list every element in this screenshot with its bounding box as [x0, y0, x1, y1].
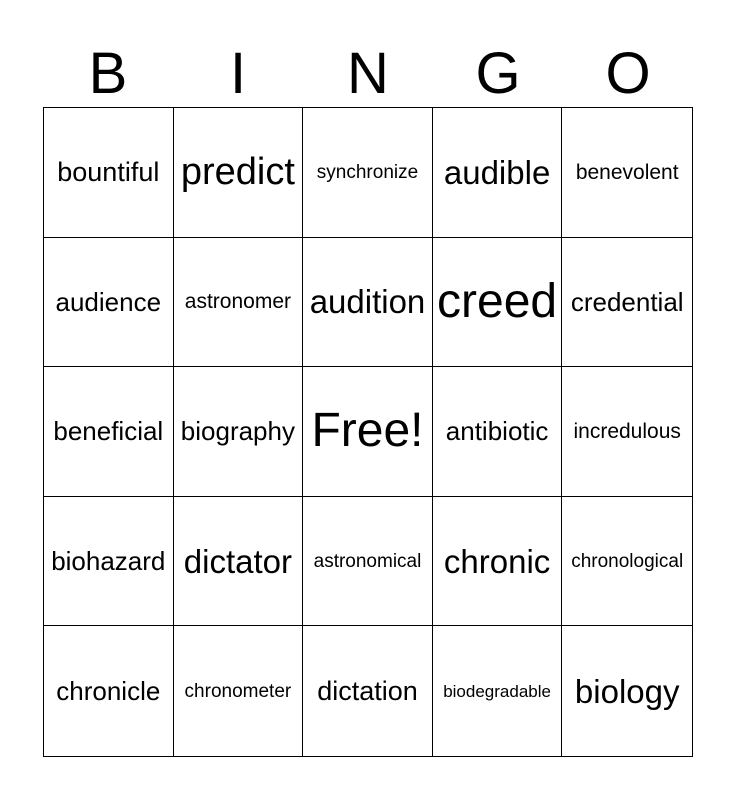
bingo-cell[interactable]: chronometer [174, 626, 304, 756]
bingo-cell[interactable]: astronomer [174, 238, 304, 368]
bingo-board [43, 107, 693, 757]
bingo-cell[interactable]: chronic [433, 497, 563, 627]
bingo-cell[interactable]: dictation [303, 626, 433, 756]
bingo-cell[interactable]: biography [174, 367, 304, 497]
bingo-cell[interactable]: antibiotic [433, 367, 563, 497]
free-space[interactable]: Free! [303, 367, 433, 497]
bingo-cell[interactable]: predict [174, 108, 304, 238]
header-letter-i: I [229, 41, 247, 106]
bingo-cell[interactable]: astronomical [303, 497, 433, 627]
bingo-cell[interactable]: bountiful [44, 108, 174, 238]
bingo-cell[interactable]: audible [433, 108, 563, 238]
header-letter-n: N [347, 41, 389, 106]
bingo-cell[interactable]: chronicle [44, 626, 174, 756]
bingo-cell[interactable]: biology [574, 672, 680, 710]
bingo-cell[interactable]: dictator [174, 497, 304, 627]
bingo-cell[interactable]: beneficial [44, 367, 174, 497]
bingo-cell[interactable]: biodegradable [433, 626, 563, 756]
bingo-cell[interactable]: incredulous [562, 367, 692, 497]
header-letter-g: G [475, 41, 521, 106]
bingo-cell[interactable]: synchronize [303, 108, 433, 238]
bingo-cell[interactable]: benevolent [562, 108, 692, 238]
header-letter-o: O [605, 41, 651, 106]
bingo-header [43, 40, 693, 108]
bingo-cell[interactable]: chronological [562, 497, 692, 627]
bingo-cell[interactable]: creed [433, 238, 563, 368]
bingo-cell[interactable]: credential [562, 238, 692, 368]
bingo-cell[interactable]: audition [303, 238, 433, 368]
bingo-cell[interactable]: biohazard [44, 497, 174, 627]
bingo-cell[interactable]: audience [44, 238, 174, 368]
header-letter-b: B [88, 41, 128, 106]
